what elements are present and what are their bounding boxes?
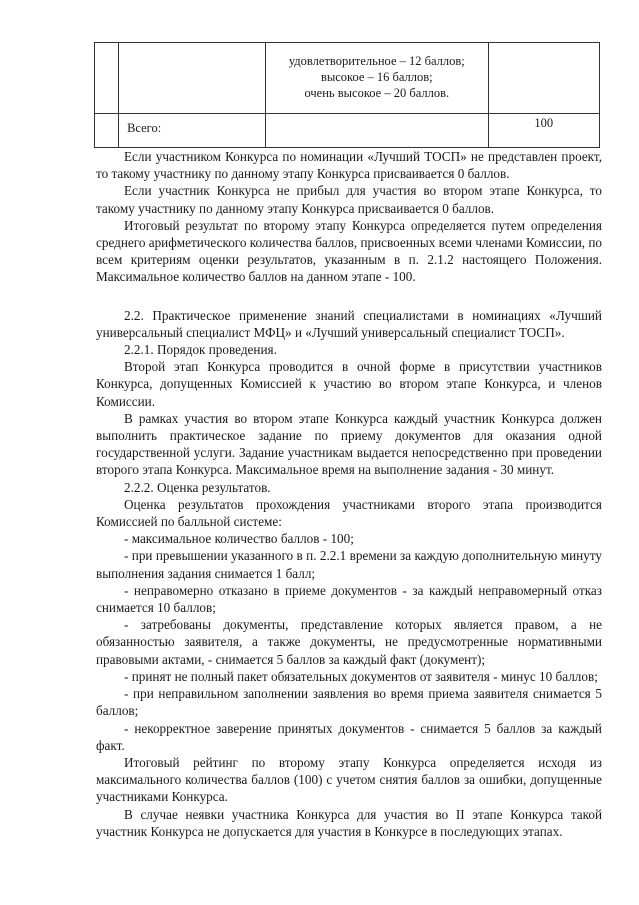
total-value: 100	[488, 114, 599, 148]
score-criteria-cell	[266, 43, 489, 114]
section-heading: 2.2. Практическое применение знаний специалистами в номинациях «Лучший универсальный специалист МФЦ» и «Лучший универсальный специалист ТОСП».	[96, 307, 602, 340]
score-table	[94, 42, 600, 148]
score-line: удовлетворительное – 12 баллов;	[288, 54, 465, 68]
paragraph: Оценка результатов прохождения участниками второго этапа производится Комиссией по балльной системе:	[96, 496, 602, 530]
total-label: Всего:	[119, 114, 266, 148]
table-cell	[95, 114, 119, 148]
list-item: - некорректное заверение принятых документов - снимается 5 баллов за каждый факт.	[96, 720, 602, 753]
table-cell	[95, 43, 119, 114]
table-cell	[266, 114, 489, 148]
paragraph: Итоговый рейтинг по второму этапу Конкурса определяется исходя из максимального количества баллов (100) с учетом снятия баллов за ошибки, допущенные участниками Конкурса.	[96, 754, 602, 805]
list-item: - затребованы документы, представление которых является правом, а не обязанностью заявителя, а также документы, не предусмотренные нормативными правовыми актами, - снимается 5 баллов за каждый факт (документ);	[96, 617, 602, 667]
table-cell	[488, 43, 599, 114]
score-line: высокое – 16 баллов;	[320, 70, 433, 84]
score-line: очень высокое – 20 баллов.	[304, 86, 450, 100]
list-item: - при превышении указанного в п. 2.2.1 времени за каждую дополнительную минуту выполнения задания снимается 1 балл;	[96, 548, 602, 581]
list-item: - принят не полный пакет обязательных документов от заявителя - минус 10 баллов;	[124, 668, 598, 684]
list-item: - максимальное количество баллов - 100;	[124, 531, 354, 547]
paragraph: Если участником Конкурса по номинации «Лучший ТОСП» не представлен проект, то такому участнику по данному этапу Конкурса присваивается 0 баллов.	[96, 149, 602, 182]
table-row	[95, 43, 600, 114]
paragraph: Итоговый результат по второму этапу Конкурса определяется путем определения среднего арифметического количества баллов, присвоенных всеми членами Комиссии, по всем критериям оценки результатов, указанным в п. 2.1.2 настоящего Положения. Максимальное количество баллов на данном этапе - 100.	[96, 217, 602, 285]
paragraph: В случае неявки участника Конкурса для участия во II этапе Конкурса такой участник Конкурса не допускается для участия в Конкурсе в последующих этапах.	[96, 806, 602, 839]
subsection-heading: 2.2.2. Оценка результатов.	[124, 479, 271, 495]
paragraph: Второй этап Конкурса проводится в очной форме в присутствии участников Конкурса, допущенных Комиссией к участию во втором этапе Конкурса, и членов Комиссии.	[96, 359, 602, 409]
table-row-total	[95, 114, 600, 148]
list-item: - неправомерно отказано в приеме документов - за каждый неправомерный отказ снимается 10 баллов;	[96, 582, 602, 616]
paragraph: В рамках участия во втором этапе Конкурса каждый участник Конкурса должен выполнить практическое задание по приему документов для оказания одной государственной услуги. Задание участникам выдается непосредственно при проведении второго этапа Конкурса. Максимальное время на выполнение задания - 30 минут.	[96, 410, 602, 478]
list-item: - при неправильном заполнении заявления во время приема заявителя снимается 5 баллов;	[96, 686, 602, 719]
table-cell	[119, 43, 266, 114]
subsection-heading: 2.2.1. Порядок проведения.	[124, 342, 277, 358]
document-body	[96, 148, 602, 840]
paragraph: Если участник Конкурса не прибыл для участия во втором этапе Конкурса, то такому участнику по данному этапу Конкурса присваивается 0 баллов.	[96, 183, 602, 216]
